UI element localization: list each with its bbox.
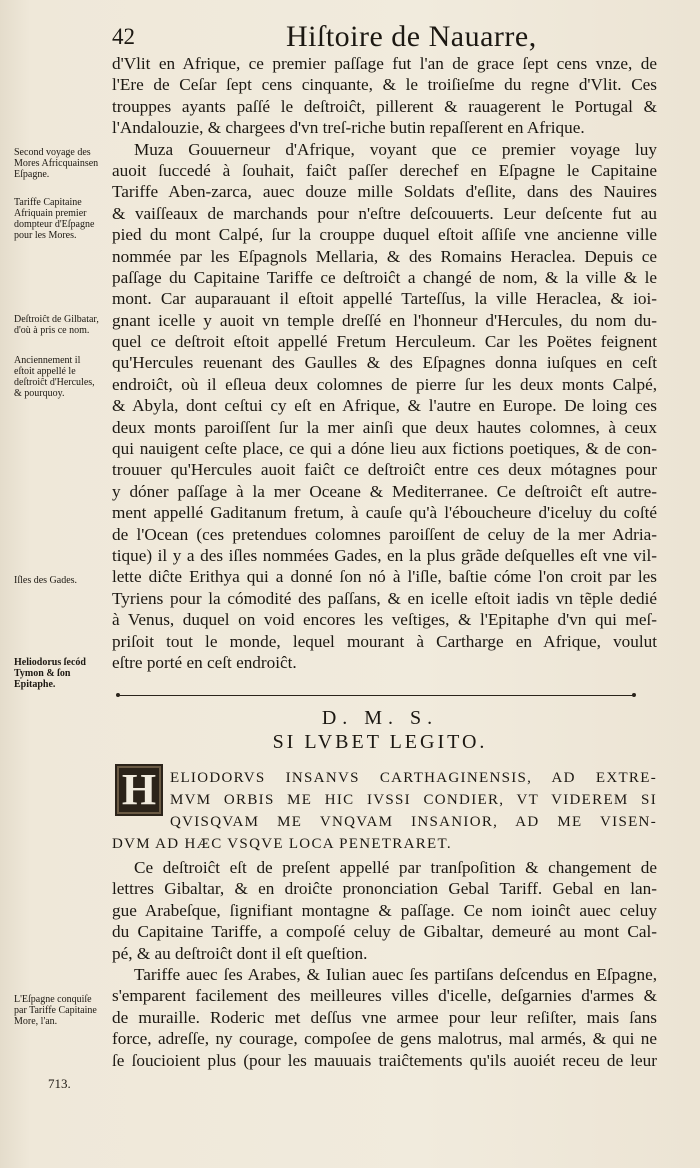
text-line: trouppes ayants paſſé le deſtroiĉt, pillerent & rauagerent le Portugal & bbox=[112, 96, 657, 116]
text-line: l'Andalouzie, & chargees d'vn treſ-riche butin repaſſerent en Afrique. bbox=[112, 118, 585, 138]
epitaph-text bbox=[112, 767, 657, 855]
text-line: Tariffe auec ſes Arabes, & Iulian auec ſes partiſans deſcendus en Eſpagne, bbox=[134, 964, 657, 984]
text-line: auoit ſuccedé à ſouhait, faiĉt paſſer derechef en Eſpagne le Capitaine bbox=[112, 160, 657, 180]
margin-note: Heliodorus ſecód Tymon & ſon Epitaphe. bbox=[14, 657, 86, 690]
text-line: à Venus, duquel on void encores les veſtiges, & l'Epitaphe d'vn qui meſ- bbox=[112, 610, 657, 630]
text-line: lettres Gibaltar, & en droiĉte prononciation Gebal Tariff. Gebal en lan- bbox=[112, 879, 657, 899]
epitaph-line: MVM ORBIS ME HIC IVSSI CONDIER, VT VIDEREM SI bbox=[170, 792, 657, 808]
text-line: de muraille. Roderic met deſſus vne armee pour leur reſiſter, mais ſans bbox=[112, 1007, 657, 1027]
text-line: eſtre porté en ceſt endroiĉt. bbox=[112, 652, 297, 672]
text-line: lette diĉte Erithya qui a donné ſon nó à l'iſle, baſtie cóme l'on croit par les bbox=[112, 567, 657, 587]
text-line: gnant icelle y auoit vn temple dreſſé en l'honneur d'Hercules, du nom du- bbox=[112, 310, 657, 330]
margin-note: L'Eſpagne conquiſe par Tariffe Capitaine More, l'an. bbox=[14, 994, 97, 1027]
margin-note: Deſtroiĉt de Gilbatar, d'où à pris ce nom. bbox=[14, 314, 99, 336]
text-line: du Capitaine Tariffe, a compoſé celuy de Gibaltar, demeuré au mont Cal- bbox=[112, 922, 657, 942]
text-line: ment appellé Gaditanum fretum, à cauſe qu'à l'ébouchеure d'iceluy du coſté bbox=[112, 503, 657, 523]
main-text-block bbox=[112, 53, 657, 673]
margin-year: 713. bbox=[48, 1076, 71, 1091]
text-line: trouuer qu'Hercules auoit faiĉt ce deſtroiĉt entre ces deux mótagnes pour bbox=[112, 460, 657, 480]
text-line: pied du mont Calpé, ſur la crouppe duquel eſtoit aſſiſe vne ancienne ville bbox=[112, 225, 657, 245]
text-line: mont. Car auparauant il eſtoit appellé Tarteſſus, la ville Heraclea, & ioi- bbox=[112, 289, 657, 309]
margin-note: Anciennement il eſtoit appellé le deſtroiĉt d'Hercules, & pourquoy. bbox=[14, 355, 95, 399]
text-line: Muza Gouuerneur d'Afrique, voyant que ce premier voyage luy bbox=[134, 139, 657, 159]
text-line: & Abyla, dont ceſtui cy eſt en Afrique, & l'autre en Europe. De loing ces bbox=[112, 396, 657, 416]
margin-notes bbox=[14, 0, 102, 1168]
text-line: quel ce deſtroit eſtoit appellé Fretum Herculeum. Car les Poëtes feignent bbox=[112, 332, 657, 352]
text-line: d'Vlit en Afrique, ce premier paſſage fut l'an de grace ſept cens vnze, de bbox=[112, 54, 657, 73]
margin-note: Iſles des Gades. bbox=[14, 575, 78, 586]
text-line: endroiĉt, où il eſleua deux colomnes de pierre ſur les deux monts Calpé, bbox=[112, 374, 657, 394]
text-line: qui nauigent ceſte place, ce qui a dóne lieu aux fictions poetiques, & de con- bbox=[112, 439, 657, 459]
text-line: deux monts paroiſſent ſur la mer ainſi que deux hautes colomnes, à ceux bbox=[112, 417, 657, 437]
text-line: qu'Hercules reuenant des Gaulles & des Eſpagnes donna iuſques en ceſt bbox=[112, 353, 657, 373]
text-line: & vaiſſeaux de marchands pour n'eſtre deſcouuerts. Leur deſcente fut au bbox=[112, 203, 657, 223]
main-text-block-2 bbox=[112, 857, 657, 1071]
text-line: gue Arabeſque, ſignifiant montagne & paſſage. Ce nom ioinĉt auec celuy bbox=[112, 900, 657, 920]
drop-capital: H bbox=[115, 764, 163, 816]
epitaph-line: DVM AD HÆC VSQVE LOCA PENETRARET. bbox=[112, 836, 452, 852]
text-line: s'emparent facilement des meilleures villes d'icelle, deſgarnies d'armes & bbox=[112, 986, 657, 1006]
text-line: Tyriens pour la cómodité des paſſans, & en icelle eſtoit iadis vn tẽple dedié bbox=[112, 588, 657, 608]
margin-note: Second voyage des Mores Africquainsen Eſpagne. bbox=[14, 147, 99, 180]
text-line: tique) il y a des iſles nommées Gades, en la plus grãde deſquelles eſt vne vil- bbox=[112, 545, 657, 565]
epitaph-subtitle: SI LVBET LEGITO. bbox=[272, 731, 488, 753]
epitaph-title: D. M. S. bbox=[321, 707, 439, 729]
section-divider bbox=[118, 695, 634, 696]
text-line: pé, & au deſtroiĉt dont il eſt queſtion. bbox=[112, 943, 368, 963]
text-line: ſe ſoucioient plus (pour les mauuais traiĉtements qu'ils auoiét receu de leur bbox=[112, 1050, 657, 1070]
page-number: 42 bbox=[112, 24, 135, 49]
text-line: force, adreſſe, ny courage, compoſee de gens malotrus, mal armés, & qui ne bbox=[112, 1029, 657, 1049]
text-line: paſſage du Capitaine Tariffe ce deſtroiĉt a changé de nom, & la ville & le bbox=[112, 267, 657, 287]
text-line: l'Ere de Ceſar ſept cens cinquante, & le troiſieſme du regne d'Vlit. Ces bbox=[112, 75, 657, 95]
epitaph-line: QVISQVAM ME VNQVAM INSANIOR, AD ME VISEN- bbox=[170, 814, 657, 830]
epitaph-line: ELIODORVS INSANVS CARTHAGINENSIS, AD EXTRE- bbox=[170, 770, 657, 786]
page-header bbox=[0, 20, 700, 56]
text-line: nommée par les Eſpagnols Mellaria, & des Romains Heraclea. Depuis ce bbox=[112, 246, 657, 266]
text-line: de l'Ocean (ces pretendues colomnes paroiſſent de celuy de la mer Adria- bbox=[112, 524, 657, 544]
text-line: y dóner paſſage à la mer Oceane & Mediterranee. Ce deſtroiĉt eſt autre- bbox=[112, 481, 657, 501]
running-title: Hiſtoire de Nauarre, bbox=[286, 20, 537, 53]
text-line: Tariffe Aben-zarca, auec douze mille Soldats d'eſlite, dans des Nauires bbox=[112, 182, 657, 202]
text-line: Ce deſtroiĉt eſt de preſent appellé par tranſpoſition & changement de bbox=[134, 858, 657, 877]
margin-note: Tariffe Capitaine Afriquain premier dompteur d'Eſpagne pour les Mores. bbox=[14, 197, 95, 241]
text-line: priſoit tout le monde, lequel mourant à Cartharge en Afrique, voulut bbox=[112, 631, 657, 651]
